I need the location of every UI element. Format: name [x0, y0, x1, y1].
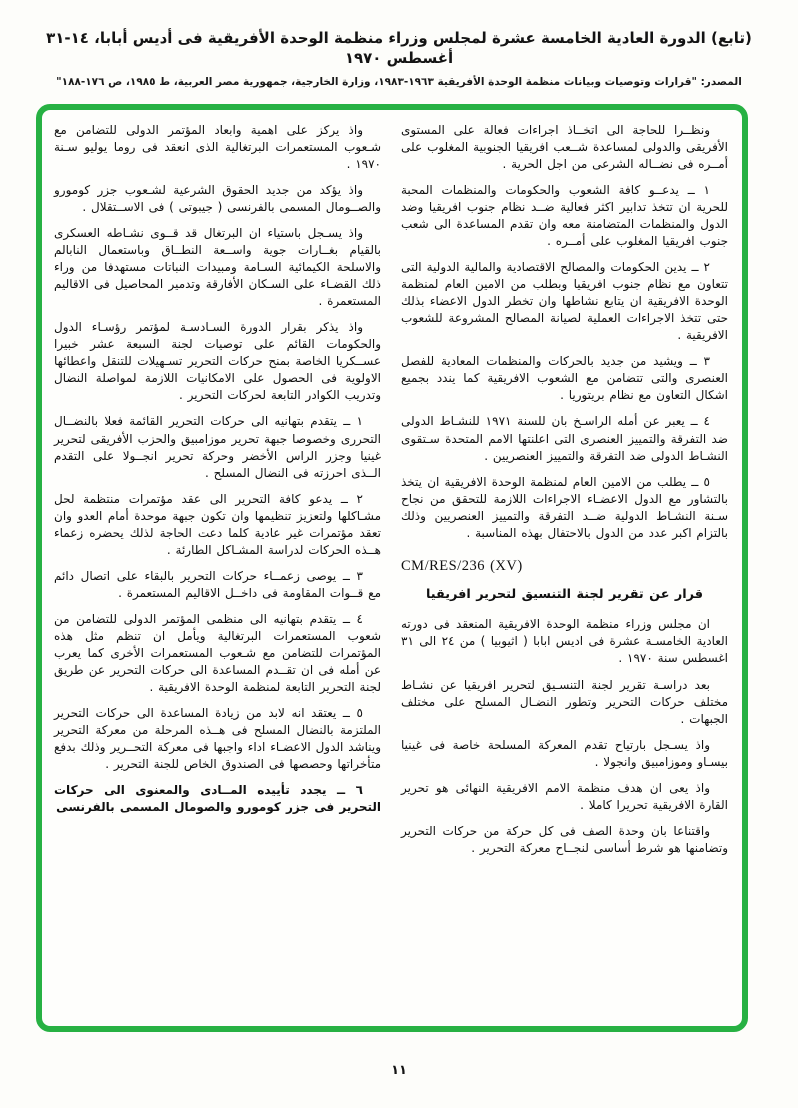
paragraph: ٣ ــ يوصى زعمــاء حركات التحرير بالبقاء على اتصال دائم مع قــوات المقاومة فى داخــل الاقاليم المستعمرة .: [54, 568, 381, 600]
page-number: ١١: [391, 1063, 407, 1078]
paragraph: واذ يعى ان هدف منظمة الامم الافريقية النهائى هو تحرير القارة الافريقية تحريرا كاملا .: [401, 780, 728, 812]
paragraph: ٥ ــ يطلب من الامين العام لمنظمة الوحدة الافريقية ان يتخذ بالتشاور مع الدول الاعضـاء الاجراءات اللازمة للتحقق من نجاح سـنة النشـاط الدولية ضــد التفرقة والتمييز العنصريين وذلك بالتزام اكبر عدد من الدول بالاحتفال بهذه المناسبة .: [401, 474, 728, 540]
paragraph: ١ ــ يدعــو كافة الشعوب والحكومات والمنظمات المحبة للحرية ان تتخذ تدابير اكثر فعالية ضــد نظام جنوب افريقيا وضد الدول والمنظمات المتضامنة معه وان تقدم المساعدة الى شعب جنوب افريقيا المغلوب على أمــره .: [401, 183, 728, 249]
paragraph: واقتناعا بان وحدة الصف فى كل حركة من حركات التحرير وتضامنها هو شرط أساسى لنجــاح معركة التحرير .: [401, 823, 728, 855]
paragraph: ١ ــ يتقدم بتهانيه الى حركات التحرير القائمة فعلا بالنضــال التحررى وخصوصا جبهة تحرير موزامبيق والحزب الأفريقى لتحرير غينيا وجزر الراس الأخضر وحركة تحرير انجــولا على التقدم الــذى احرزته فى النضال المسلح .: [54, 414, 381, 480]
paragraph: ٤ ــ يتقدم بتهانيه الى منظمى المؤتمر الدولى للتضامن من شعوب المستعمرات البرتغالية ويأمل ان تنظم مثل هذه المؤتمرات للتضامن مع شـعوب المستعمرات الأخرى كما يعرب عن أمله فى ان تقــدم المساعدة الى حركات التحرير عن طريق لجنة التحرير التابعة لمنظمة الوحدة الافريقية .: [54, 611, 381, 694]
document-header: [0, 28, 798, 89]
column-right: [401, 122, 728, 1020]
header-session-title: (تابع) الدورة العادية الخامسة عشرة لمجلس وزراء منظمة الوحدة الأفريقية فى أديس أبابا، ١٤-٣١ أغسطس ١٩٧٠: [46, 29, 752, 68]
paragraph: واذ يركز على اهمية وابعاد المؤتمر الدولى للتضامن مع شـعوب المستعمرات البرتغالية الذى انعقد فى روما يوليو سـنة ١٩٧٠ .: [54, 123, 381, 172]
paragraph: واذ يسـجل باستياء ان البرتغال قد قــوى نشـاطه العسكرى بالقيام بغــارات جوية واســعة النطــاق وباستعمال النابالم والاسلحة الكيمائية السـامة ومبيدات النباتات مستهدفا من وراء ذلك القضـاء على السـكان الأفارقة وتدمير المحاصيل فى الاقاليم المستعمرة .: [54, 226, 381, 309]
paragraph: بعد دراسـة تقرير لجنة التنسـيق لتحرير افريقيا عن نشـاط مختلف حركات التحرير وتطور النضـال المسلح على مختلف الجبهات .: [401, 677, 728, 726]
paragraph: واذ يذكر بقرار الدورة السـادسـة لمؤتمر رؤسـاء الدول والحكومات القائم على توصيات لجنة السبعة عشر خبيرا عســكريا الخاصة بمنح حركات التحرير تسـهيلات للتنقل واعطائها الاولوية فى الحصول على الامكانيات اللازمة لمواصلة النضال وتدريب الكوادر التابعة لحركات التحرير .: [54, 320, 381, 403]
paragraph: واذ يؤكد من جديد الحقوق الشرعية لشـعوب جزر كومورو والصــومال المسمى بالفرنسى ( جيبوتى ) فى الاســتقلال .: [54, 183, 381, 215]
paragraph: واذ يسـجل بارتياح تقدم المعركة المسلحة خاصة فى غينيا بيسـاو وموزامبيق وانجولا .: [401, 737, 728, 769]
paragraph: ٤ ــ يعبر عن أمله الراسـخ بان للسنة ١٩٧١ للنشـاط الدولى ضد التفرقة والتمييز العنصرى التى اعلنتها الامم المتحدة سـتقوى النشـاط الدولى ضد التفرقة والتمييز العنصريين .: [401, 414, 728, 463]
paragraph: ٢ ــ يدين الحكومات والمصالح الاقتصادية والمالية الدولية التى تتعاون مع نظام جنوب افريقيا وبطلب من الامين العام لمنظمة الوحدة الافريقية ان يتابع نشاطها وان تخطر الدول الاعضاء بذلك حتى تتخذ الاجراءات العملية لصيانة المصالح المشروعة للشعوب الافريقية .: [401, 260, 728, 343]
resolution-reference: CM/RES/236 (XV): [401, 557, 523, 574]
paragraph: ونظــرا للحاجة الى اتخــاذ اجراءات فعالة على المستوى الأفريقى والدولى لمساعدة شــعب افريقيا الجنوبية المغلوب على أمــره فى نضــاله الشرعى من اجل الحرية .: [401, 123, 728, 172]
header-source-citation: المصدر: "قرارات وتوصيات وبيانات منظمة الوحدة الأفريقية ١٩٦٣-١٩٨٣، وزارة الخارجية، جمهورية مصر العربية، ط ١٩٨٥، ص ١٧٦-١٨٨": [56, 75, 742, 88]
paragraph: ٢ ــ يدعو كافة التحرير الى عقد مؤتمرات منتظمة لحل مشـاكلها ولتعزيز تنظيمها وان تكون جبهة موحدة أمام العدو وان تعقد مؤتمرات غير عادية كلما دعت الحاجة لذلك يحضره زعماء هــذه الحركات لدراسة المشـاكل الطارئة .: [54, 491, 381, 557]
resolution-title: قرار عن تقرير لجنة التنسيق لتحرير افريقيا: [425, 587, 703, 603]
paragraph: ٣ ــ ويشيد من جديد بالحركات والمنظمات المعادية للفصل العنصرى والتى تتضامن مع الشعوب الافريقية كما يندد بجميع اشكال التعاون مع نظام بريتوريا .: [401, 354, 728, 403]
paragraph: ٥ ــ يعتقد انه لابد من زيادة المساعدة الى حركات التحرير الملتزمة بالنضال المسلح فى هــذه المرحلة من معركة التحرير ويناشد الدول الاعضـاء اداء واجبها فى معركة التحــرير وذلك بدفع متأخراتها وحصصها فى الصندوق الخاص للجنة التحرير .: [54, 705, 381, 772]
paragraph: ان مجلس وزراء منظمة الوحدة الافريقية المنعقد فى دورته العادية الخامسـة عشرة فى اديس ابابا ( اثيوبيا ) من ٢٤ الى ٣١ اغسطس سنة ١٩٧٠ .: [401, 617, 728, 666]
column-left: [54, 122, 381, 1020]
paragraph: ٦ ــ يجدد تأييده المــادى والمعنوى الى حركات التحرير فى جزر كومورو والصومال المسمى بالفرنسى: [54, 783, 381, 815]
document-frame: [36, 104, 748, 1032]
